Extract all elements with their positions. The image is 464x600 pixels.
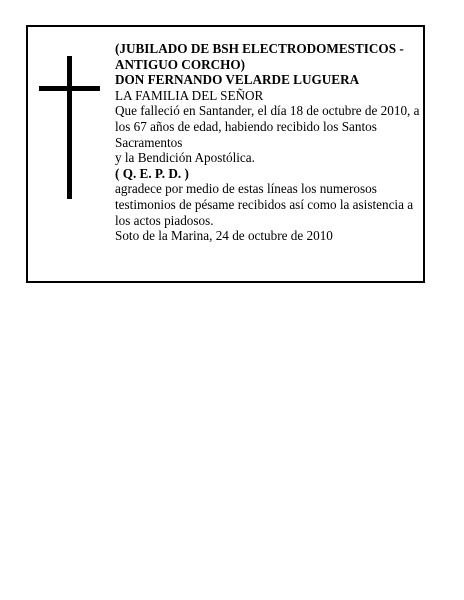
blessing-line: y la Bendición Apostólica.	[115, 150, 255, 166]
thanks-text: agradece por medio de estas líneas los numerosos testimonios de pésame recibidos así como la asistencia a los actos piadosos.	[115, 181, 414, 228]
rip-line: ( Q. E. P. D. )	[115, 165, 189, 181]
deceased-name: DON FERNANDO VELARDE LUGUERA	[115, 72, 360, 88]
cross-horizontal-bar	[39, 86, 100, 91]
family-line: LA FAMILIA DEL SEÑOR	[115, 87, 264, 103]
cross-vertical-bar	[67, 56, 72, 199]
company-heading: (JUBILADO DE BSH ELECTRODOMESTICOS - ANTIGUO CORCHO)	[115, 41, 404, 72]
death-details: Que falleció en Santander, el día 18 de octubre de 2010, a los 67 años de edad, habiendo recibido los Santos Sacramentos	[115, 103, 420, 150]
place-date: Soto de la Marina, 24 de octubre de 2010	[115, 228, 333, 244]
obituary-notice	[26, 25, 425, 283]
notice-text	[115, 41, 423, 244]
